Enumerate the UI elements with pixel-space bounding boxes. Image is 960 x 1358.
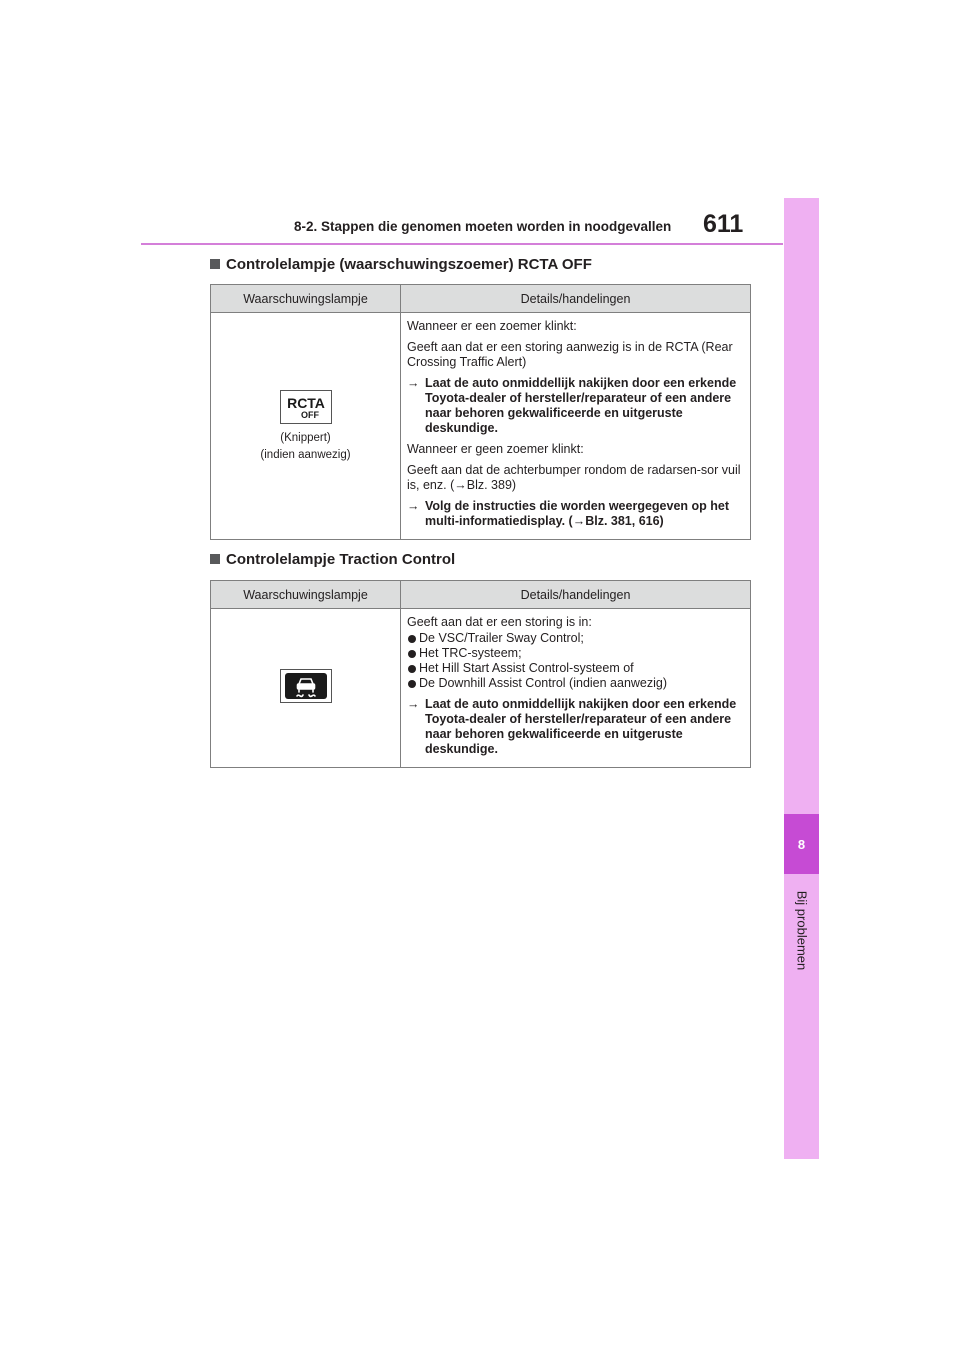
detail-text: Geeft aan dat er een storing is in: — [407, 615, 592, 629]
section-heading-text: Controlelampje Traction Control — [226, 551, 456, 568]
list-item: De VSC/Trailer Sway Control; — [407, 631, 744, 646]
icon-cell — [211, 313, 401, 540]
list-item: De Downhill Assist Control (indien aanwezig) — [407, 676, 744, 691]
square-bullet-icon — [210, 554, 220, 564]
detail-text: Geeft aan dat er een storing aanwezig is in de RCTA (Rear Crossing Traffic Alert) — [407, 340, 733, 369]
arrow-icon: → — [407, 697, 420, 711]
chapter-label: Bij problemen — [794, 890, 809, 970]
arrow-icon: → — [407, 376, 420, 390]
chapter-number-box — [784, 814, 819, 874]
icon-note-if-equipped: (indien aanwezig) — [260, 448, 351, 461]
column-header-light: Waarschuwingslampje — [211, 581, 401, 609]
traction-warning-table — [210, 580, 751, 768]
malfunction-list — [407, 631, 744, 691]
table-header-row — [211, 285, 751, 313]
list-item: Het Hill Start Assist Control-systeem of — [407, 661, 744, 676]
column-header-light: Waarschuwingslampje — [211, 285, 401, 313]
chapter-number: 8 — [797, 836, 806, 852]
chapter-side-tab — [784, 198, 819, 1159]
table-row — [211, 313, 751, 540]
column-header-details: Details/handelingen — [401, 581, 751, 609]
details-cell — [401, 609, 751, 768]
page-number: 611 — [703, 210, 744, 238]
arrow-icon: → — [454, 478, 467, 492]
icon-note-flashing: (Knippert) — [280, 431, 331, 444]
header-rule — [141, 243, 783, 245]
running-header-title: 8-2. Stappen die genomen moeten worden in noodgevallen — [294, 219, 672, 234]
rcta-off-icon — [280, 390, 332, 424]
detail-text: Geeft aan dat de achterbumper rondom de radarsen-sor vuil is, enz. (→Blz. 389) — [407, 463, 741, 492]
table-row — [211, 609, 751, 768]
table-header-row — [211, 581, 751, 609]
chapter-label-box — [784, 880, 819, 980]
column-header-details: Details/handelingen — [401, 285, 751, 313]
arrow-icon: → — [572, 514, 586, 528]
rcta-icon-text-bottom: OFF — [300, 409, 319, 420]
arrow-icon: → — [407, 499, 420, 513]
action-instruction: → Laat de auto onmiddellijk nakijken door een erkende Toyota-dealer of hersteller/reparateur of een andere naar behoren gekwalificeerde en uitgeruste deskundige. — [407, 697, 737, 756]
list-item: Het TRC-systeem; — [407, 646, 744, 661]
icon-cell — [211, 609, 401, 768]
detail-text: Wanneer er een zoemer klinkt: — [407, 319, 577, 333]
details-cell — [401, 313, 751, 540]
rcta-icon-text-top: RCTA — [286, 394, 325, 411]
traction-control-icon — [280, 669, 332, 703]
rcta-warning-table — [210, 284, 751, 540]
detail-text: Wanneer er geen zoemer klinkt: — [407, 442, 584, 456]
section-heading-rcta — [210, 256, 592, 273]
action-instruction: → Volg de instructies die worden weergegeven op het multi-informatiedisplay. (→Blz. 381, 616) — [407, 499, 729, 528]
section-heading-traction — [210, 551, 455, 568]
section-heading-text: Controlelampje (waarschuwingszoemer) RCTA OFF — [226, 256, 592, 273]
action-instruction: → Laat de auto onmiddellijk nakijken door een erkende Toyota-dealer of hersteller/reparateur of een andere naar behoren gekwalificeerde en uitgeruste deskundige. — [407, 376, 737, 435]
square-bullet-icon — [210, 259, 220, 269]
